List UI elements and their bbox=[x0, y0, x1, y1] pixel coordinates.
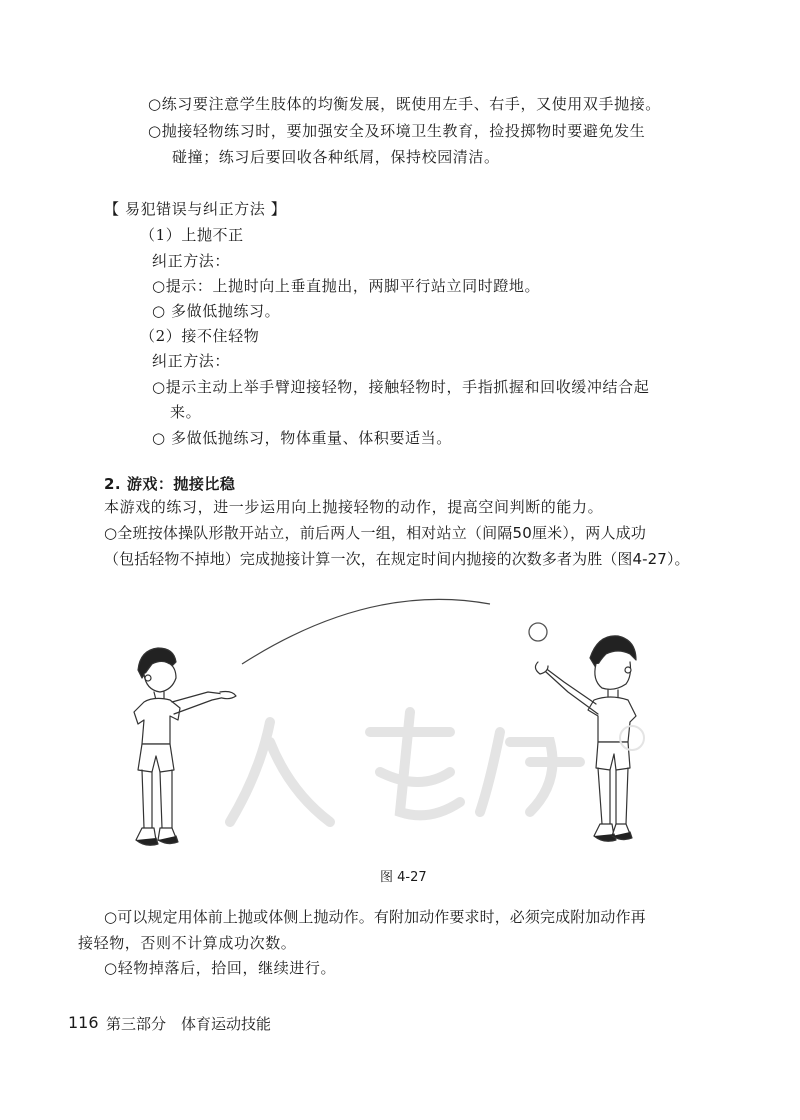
game-rule-1: ○全班按体操队形散开站立，前后两人一组，相对站立（间隔50厘米），两人成功 bbox=[104, 524, 647, 542]
error-2-title: （2）接不住轻物 bbox=[140, 327, 260, 345]
errors-heading: 【 易犯错误与纠正方法 】 bbox=[104, 200, 287, 218]
game-rule-3: ○轻物掉落后，拾回，继续进行。 bbox=[104, 959, 337, 977]
ball-icon bbox=[529, 623, 547, 641]
publisher-watermark bbox=[230, 712, 644, 822]
error-2-method-1-cont: 来。 bbox=[170, 403, 202, 421]
error-1-label: 纠正方法： bbox=[152, 252, 231, 270]
error-2-method-2: ○ 多做低抛练习，物体重量、体积要适当。 bbox=[152, 429, 452, 447]
ball-trajectory-arc bbox=[242, 599, 490, 664]
game-intro: 本游戏的练习，进一步运用向上抛接轻物的动作，提高空间判断的能力。 bbox=[104, 498, 604, 516]
section-title: 第三部分 体育运动技能 bbox=[106, 1015, 272, 1033]
game-rule-2-cont: 接轻物，否则不计算成功次数。 bbox=[78, 934, 297, 952]
tip-line-2-cont: 碰撞；练习后要回收各种纸屑，保持校园清洁。 bbox=[172, 148, 500, 166]
error-2-method-1: ○提示主动上举手臂迎接轻物，接触轻物时，手指抓握和回收缓冲结合起 bbox=[152, 378, 650, 396]
figure-caption: 图 4-27 bbox=[380, 870, 427, 885]
error-1-title: （1）上抛不正 bbox=[140, 226, 244, 244]
figure-4-27-illustration bbox=[120, 592, 680, 864]
error-1-method-1: ○提示：上抛时向上垂直抛出，两脚平行站立同时蹬地。 bbox=[152, 277, 541, 295]
error-2-label: 纠正方法： bbox=[152, 352, 231, 370]
tip-line-2: ○抛接轻物练习时，要加强安全及环境卫生教育，捡投掷物时要避免发生 bbox=[148, 122, 646, 140]
game-rule-2: ○可以规定用体前上抛或体侧上抛动作。有附加动作要求时，必须完成附加动作再 bbox=[104, 908, 646, 926]
error-1-method-2: ○ 多做低抛练习。 bbox=[152, 302, 281, 320]
tip-line-1: ○练习要注意学生肢体的均衡发展，既使用左手、右手，又使用双手抛接。 bbox=[148, 95, 661, 113]
game-heading: 2. 游戏：抛接比稳 bbox=[104, 475, 236, 493]
left-boy-figure bbox=[134, 648, 236, 845]
page-number: 116 bbox=[68, 1013, 99, 1032]
game-rule-1-cont: （包括轻物不掉地）完成抛接计算一次，在规定时间内抛接的次数多者为胜（图4-27）。 bbox=[104, 550, 690, 568]
